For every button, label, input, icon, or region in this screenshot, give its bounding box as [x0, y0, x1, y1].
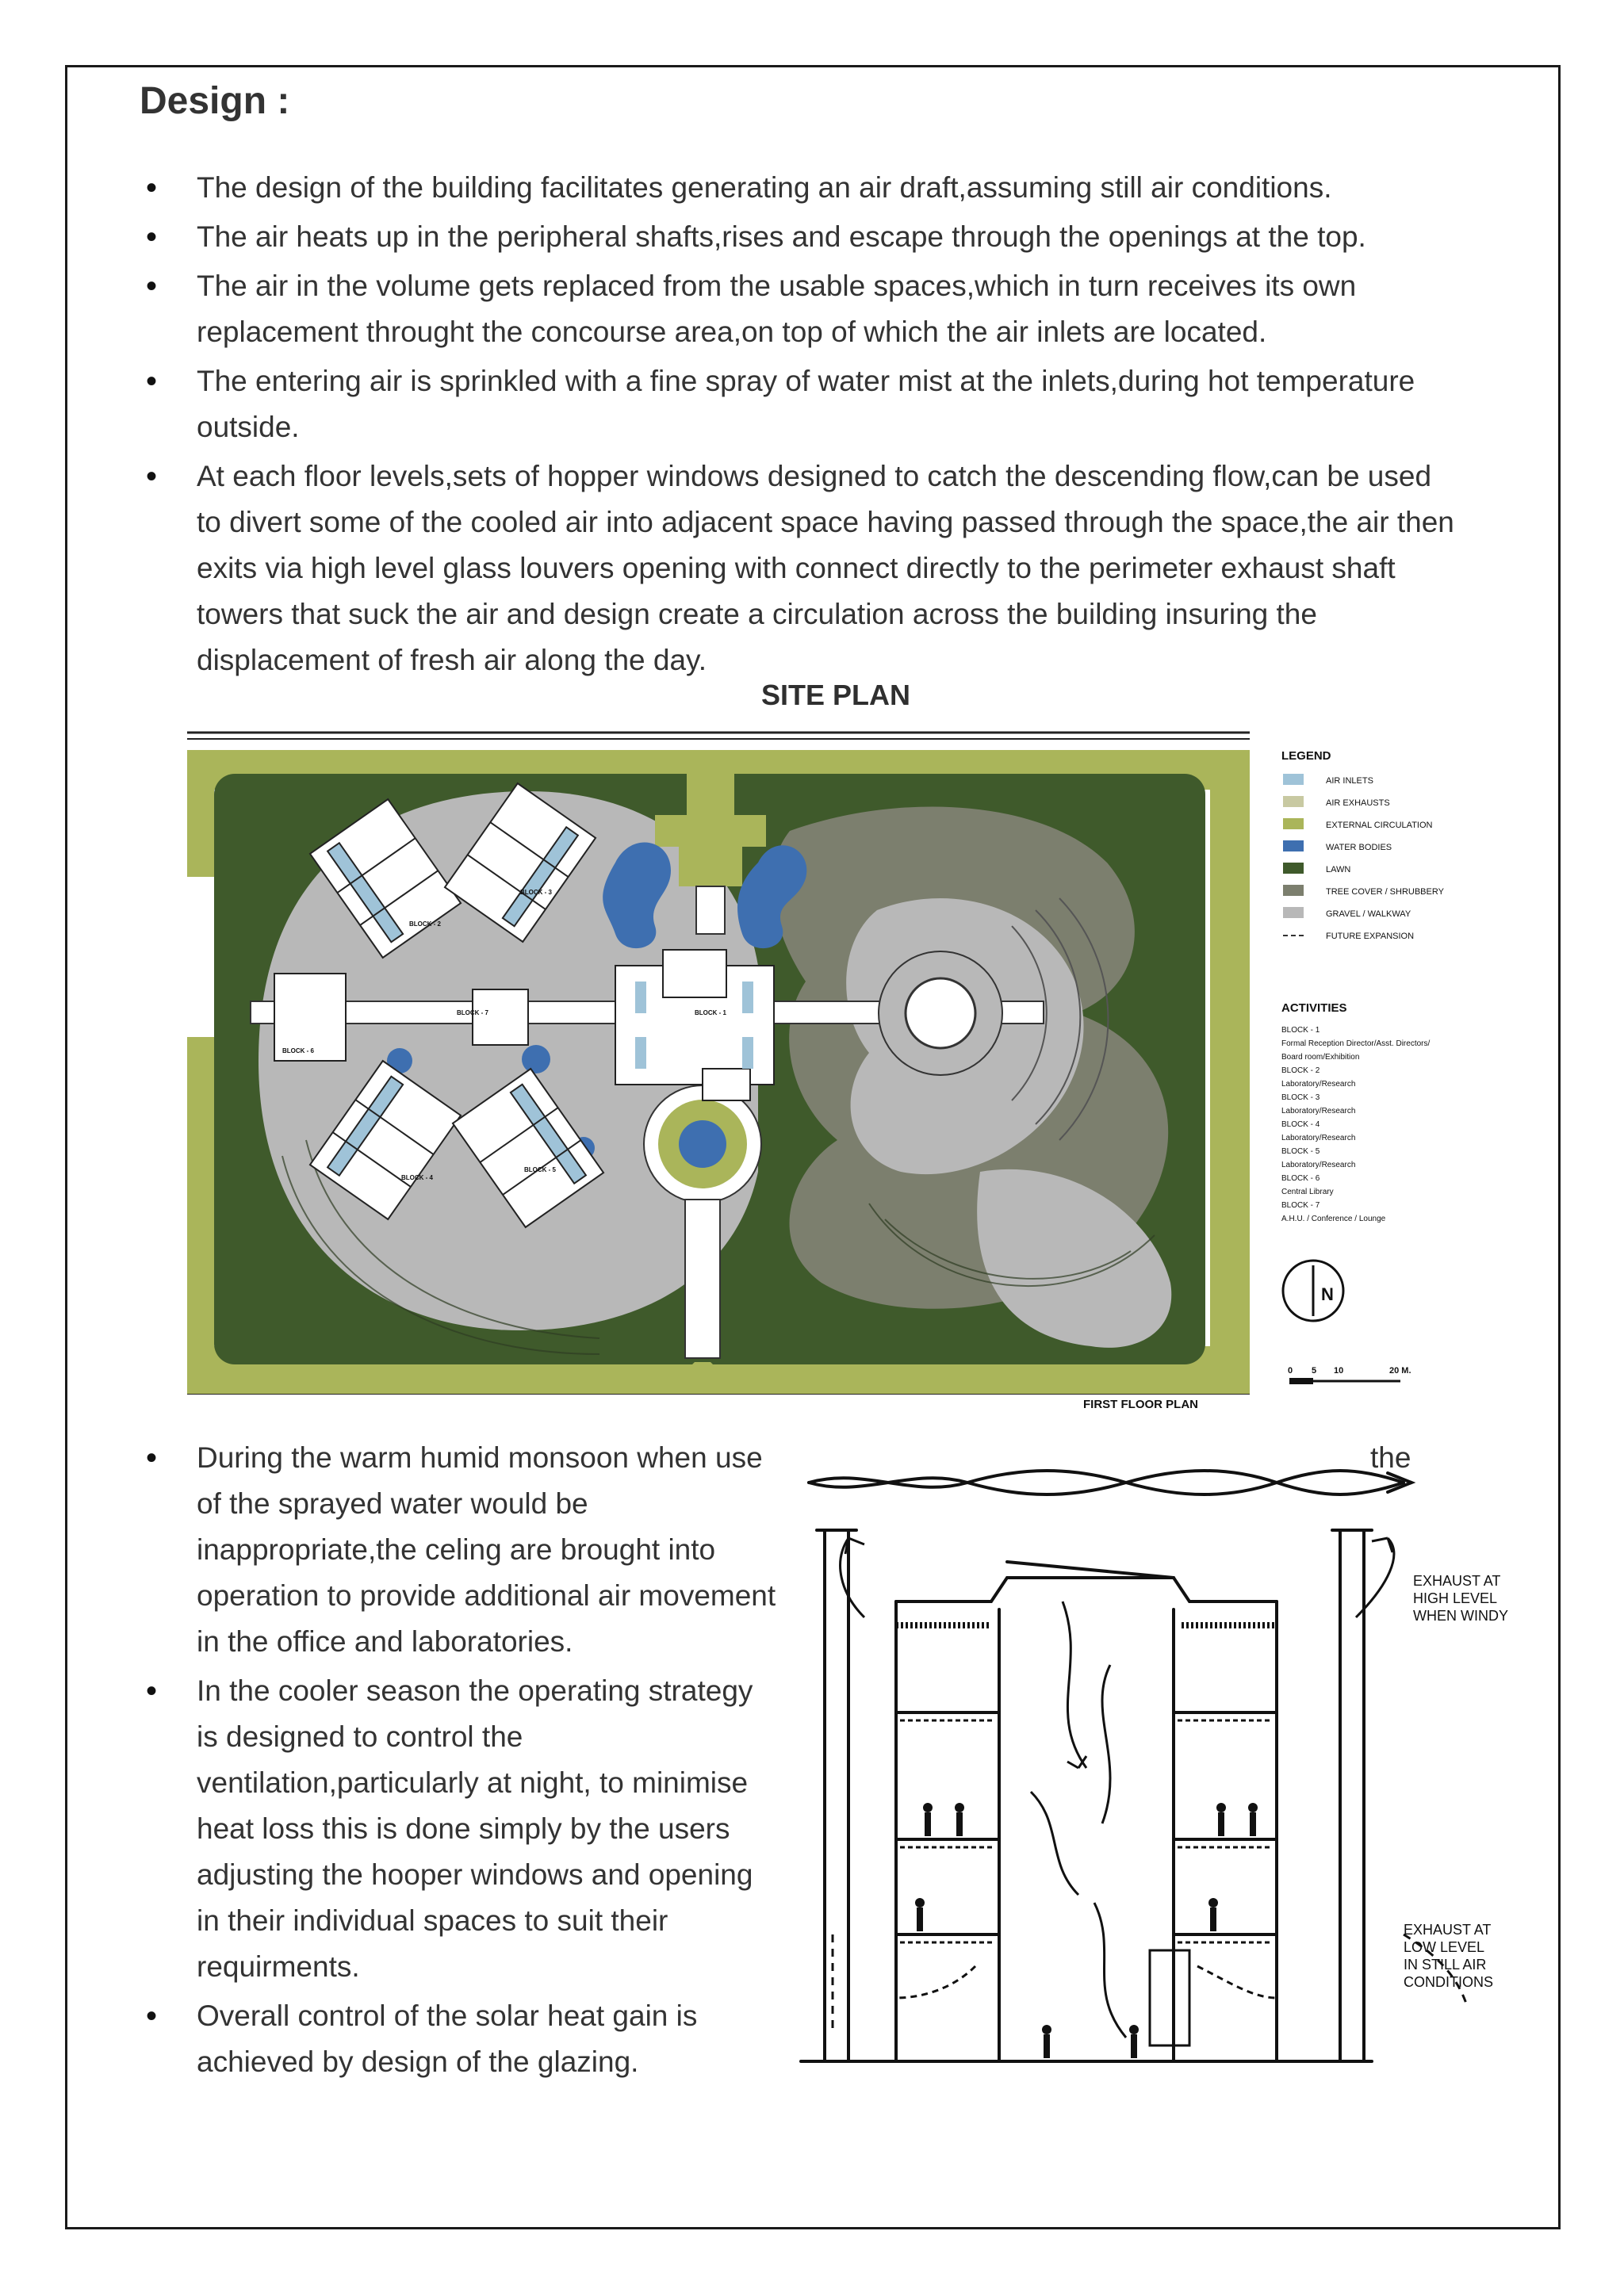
svg-text:LOW LEVEL: LOW LEVEL [1404, 1939, 1485, 1955]
legend-swatch [1283, 885, 1304, 896]
svg-text:WHEN WINDY: WHEN WINDY [1413, 1608, 1508, 1624]
svg-text:0: 0 [1288, 1366, 1293, 1376]
activity-line: Laboratory/Research [1281, 1107, 1356, 1115]
svg-text:IN STILL AIR: IN STILL AIR [1404, 1957, 1487, 1973]
activities-list [1281, 1026, 1430, 1223]
svg-text:10: 10 [1334, 1366, 1344, 1376]
legend-label: WATER BODIES [1326, 843, 1392, 852]
activity-line: Laboratory/Research [1281, 1161, 1356, 1169]
activity-line: BLOCK - 1 [1281, 1026, 1320, 1035]
legend-title: LEGEND [1281, 749, 1331, 763]
activity-line: Central Library [1281, 1188, 1334, 1196]
bullet-item: • During the warm humid monsoon when use of the sprayed water would be inappropriate,the celing are brought into operation to provide additional air movement in the office and laboratories. [140, 1435, 782, 1665]
bullet-item: • The entering air is sprinkled with a fine spray of water mist at the inlets,during hot temperature outside. [140, 358, 1456, 450]
legend-label: GRAVEL / WALKWAY [1326, 909, 1411, 919]
bullet-item: • The air in the volume gets replaced from the usable spaces,which in turn receives its own replacement throught the concourse area,on top of which the air inlets are located. [140, 263, 1456, 355]
activity-line: BLOCK - 5 [1281, 1147, 1320, 1156]
section-sketch [801, 1459, 1546, 2077]
legend-label: AIR EXHAUSTS [1326, 798, 1390, 808]
note-exhaust-low: EXHAUST AT [1404, 1922, 1492, 1938]
scale-bar [1288, 1366, 1411, 1384]
block-label: BLOCK - 1 [695, 1009, 726, 1016]
activity-line: Formal Reception Director/Asst. Directors/ [1281, 1039, 1431, 1048]
svg-text:5: 5 [1312, 1366, 1317, 1376]
plan-caption: FIRST FLOOR PLAN [1083, 1398, 1198, 1411]
activity-line: Laboratory/Research [1281, 1134, 1356, 1142]
legend-label: EXTERNAL CIRCULATION [1326, 821, 1433, 830]
site-plan-drawing [187, 728, 1444, 1418]
site-plan-title: SITE PLAN [761, 679, 911, 711]
activity-line: Board room/Exhibition [1281, 1053, 1360, 1062]
legend-label: AIR INLETS [1326, 776, 1373, 786]
svg-text:CONDITIONS: CONDITIONS [1404, 1974, 1494, 1990]
legend-swatch [1283, 863, 1304, 874]
legend-swatch [1283, 774, 1304, 785]
legend-swatch [1283, 840, 1304, 851]
activity-line: BLOCK - 7 [1281, 1201, 1320, 1210]
block-label: BLOCK - 5 [524, 1166, 556, 1173]
activity-line: BLOCK - 2 [1281, 1066, 1320, 1075]
note-exhaust-high: EXHAUST AT [1413, 1573, 1501, 1589]
activity-line: BLOCK - 4 [1281, 1120, 1320, 1129]
trailing-word: the [1370, 1441, 1411, 1474]
activity-line: BLOCK - 3 [1281, 1093, 1320, 1102]
legend-swatch [1283, 796, 1304, 807]
svg-text:HIGH LEVEL: HIGH LEVEL [1413, 1590, 1498, 1606]
bullet-item: • The design of the building facilitates generating an air draft,assuming still air conditions. [140, 165, 1456, 211]
block-label: BLOCK - 2 [409, 920, 441, 928]
block-label: BLOCK - 3 [520, 889, 552, 896]
monsoon-bullets [140, 1435, 782, 2088]
legend-swatch [1283, 818, 1304, 829]
north-label: N [1321, 1284, 1334, 1304]
activity-line: Laboratory/Research [1281, 1080, 1356, 1089]
legend-label: TREE COVER / SHRUBBERY [1326, 887, 1444, 897]
activities-title: ACTIVITIES [1281, 1001, 1347, 1015]
legend-label: FUTURE EXPANSION [1326, 932, 1415, 941]
block-label: BLOCK - 4 [401, 1174, 433, 1181]
design-bullets [140, 165, 1456, 687]
bullet-item: • Overall control of the solar heat gain is achieved by design of the glazing. [140, 1993, 782, 2085]
bullet-item: • The air heats up in the peripheral shafts,rises and escape through the openings at the top. [140, 214, 1456, 260]
block-label: BLOCK - 6 [282, 1047, 314, 1054]
bullet-item: • In the cooler season the operating strategy is designed to control the ventilation,particularly at night, to minimise heat loss this is done simply by the users adjusting the hooper windows and opening in their individual spaces to suit their requirments. [140, 1668, 782, 1990]
bullet-item: • At each floor levels,sets of hopper windows designed to catch the descending flow,can be used to divert some of the cooled air into adjacent space having passed through the space,the air then exits via high level glass louvers opening with connect directly to the perimeter exhaust shaft towers that suck the air and design create a circulation across the building insuring the displacement of fresh air along the day. [140, 453, 1456, 683]
page-heading: Design : [140, 80, 290, 122]
activity-line: A.H.U. / Conference / Lounge [1281, 1215, 1386, 1223]
svg-text:20 M.: 20 M. [1389, 1366, 1411, 1376]
block-label: BLOCK - 7 [457, 1009, 488, 1016]
legend-label: LAWN [1326, 865, 1351, 874]
legend [1283, 774, 1445, 941]
activity-line: BLOCK - 6 [1281, 1174, 1320, 1183]
legend-swatch [1283, 907, 1304, 918]
